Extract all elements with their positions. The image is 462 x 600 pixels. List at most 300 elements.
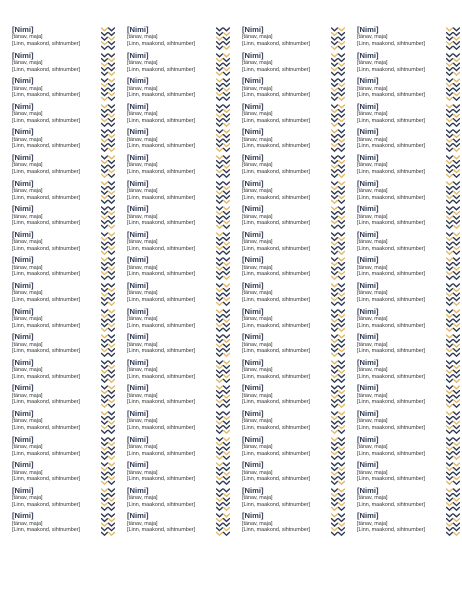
recipient-name[interactable]: [Nimi] [242,205,264,214]
street-address[interactable]: [tänav, maja] [242,162,273,169]
street-address[interactable]: [tänav, maja] [357,239,388,246]
recipient-name[interactable]: [Nimi] [12,461,34,470]
address-label[interactable] [357,512,460,537]
city-county-zip[interactable]: [Linn, maakond, sihtnumber] [127,450,196,457]
address-label[interactable] [12,128,115,153]
address-label[interactable] [12,180,115,205]
address-label[interactable] [357,180,460,205]
city-county-zip[interactable]: [Linn, maakond, sihtnumber] [242,501,311,508]
recipient-name[interactable]: [Nimi] [357,461,379,470]
street-address[interactable]: [tänav, maja] [242,85,273,92]
recipient-name[interactable]: [Nimi] [357,77,379,86]
city-county-zip[interactable]: [Linn, maakond, sihtnumber] [12,169,81,175]
street-address[interactable]: [tänav, maja] [242,316,273,322]
recipient-name[interactable]: [Nimi] [242,333,264,342]
recipient-name[interactable]: [Nimi] [357,435,379,444]
address-label[interactable] [127,333,230,358]
recipient-name[interactable]: [Nimi] [127,358,149,367]
street-address[interactable]: [tänav, maja] [127,213,158,220]
street-address[interactable]: [tänav, maja] [357,213,388,220]
address-label[interactable] [127,26,230,51]
recipient-name[interactable]: [Nimi] [357,154,379,162]
recipient-name[interactable]: [Nimi] [12,179,34,188]
city-county-zip[interactable]: [Linn, maakond, sihtnumber] [12,117,81,124]
city-county-zip[interactable]: [Linn, maakond, sihtnumber] [12,476,81,483]
recipient-name[interactable]: [Nimi] [12,358,34,367]
street-address[interactable]: [tänav, maja] [242,60,273,66]
address-label[interactable] [12,231,115,256]
address-label[interactable] [127,205,230,230]
address-label[interactable] [12,282,115,307]
address-label[interactable] [242,308,345,333]
street-address[interactable]: [tänav, maja] [242,392,273,399]
street-address[interactable]: [tänav, maja] [12,290,43,297]
city-county-zip[interactable]: [Linn, maakond, sihtnumber] [127,399,196,406]
recipient-name[interactable]: [Nimi] [12,486,34,495]
street-address[interactable]: [tänav, maja] [242,469,273,476]
street-address[interactable]: [tänav, maja] [242,520,273,527]
recipient-name[interactable]: [Nimi] [127,461,149,470]
street-address[interactable]: [tänav, maja] [12,162,43,169]
recipient-name[interactable]: [Nimi] [12,384,34,393]
address-label[interactable] [12,384,115,409]
address-label[interactable] [357,256,460,281]
recipient-name[interactable]: [Nimi] [242,461,264,470]
street-address[interactable]: [tänav, maja] [127,111,158,118]
recipient-name[interactable]: [Nimi] [127,128,149,137]
recipient-name[interactable]: [Nimi] [357,307,379,316]
city-county-zip[interactable]: [Linn, maakond, sihtnumber] [127,41,196,47]
address-label[interactable] [12,461,115,486]
street-address[interactable]: [tänav, maja] [242,213,273,220]
address-label[interactable] [127,231,230,256]
street-address[interactable]: [tänav, maja] [127,188,158,194]
street-address[interactable]: [tänav, maja] [357,418,388,425]
recipient-name[interactable]: [Nimi] [357,230,379,239]
address-label[interactable] [242,77,345,102]
city-county-zip[interactable]: [Linn, maakond, sihtnumber] [357,322,426,329]
street-address[interactable]: [tänav, maja] [127,341,158,348]
address-label[interactable] [12,154,115,179]
street-address[interactable]: [tänav, maja] [127,418,158,425]
recipient-name[interactable]: [Nimi] [12,512,34,521]
address-label[interactable] [357,436,460,461]
recipient-name[interactable]: [Nimi] [242,256,264,265]
address-label[interactable] [127,512,230,537]
city-county-zip[interactable]: [Linn, maakond, sihtnumber] [127,373,196,380]
street-address[interactable]: [tänav, maja] [12,111,43,118]
recipient-name[interactable]: [Nimi] [242,179,264,188]
city-county-zip[interactable]: [Linn, maakond, sihtnumber] [12,322,81,329]
street-address[interactable]: [tänav, maja] [127,392,158,399]
street-address[interactable]: [tänav, maja] [357,392,388,399]
recipient-name[interactable]: [Nimi] [357,102,379,111]
address-label[interactable] [242,359,345,384]
address-label[interactable] [357,461,460,486]
address-label[interactable] [242,282,345,307]
city-county-zip[interactable]: [Linn, maakond, sihtnumber] [242,220,311,227]
recipient-name[interactable]: [Nimi] [242,51,264,60]
city-county-zip[interactable]: [Linn, maakond, sihtnumber] [242,169,311,175]
address-label[interactable] [12,103,115,128]
recipient-name[interactable]: [Nimi] [12,307,34,316]
address-label[interactable] [357,52,460,77]
recipient-name[interactable]: [Nimi] [357,358,379,367]
city-county-zip[interactable]: [Linn, maakond, sihtnumber] [357,271,426,278]
address-label[interactable] [242,410,345,435]
city-county-zip[interactable]: [Linn, maakond, sihtnumber] [12,245,81,252]
city-county-zip[interactable]: [Linn, maakond, sihtnumber] [12,501,81,508]
city-county-zip[interactable]: [Linn, maakond, sihtnumber] [357,66,426,73]
city-county-zip[interactable]: [Linn, maakond, sihtnumber] [12,271,81,278]
city-county-zip[interactable]: [Linn, maakond, sihtnumber] [242,41,311,47]
recipient-name[interactable]: [Nimi] [127,51,149,60]
city-county-zip[interactable]: [Linn, maakond, sihtnumber] [242,245,311,252]
address-label[interactable] [12,77,115,102]
recipient-name[interactable]: [Nimi] [127,307,149,316]
city-county-zip[interactable]: [Linn, maakond, sihtnumber] [357,41,426,47]
street-address[interactable]: [tänav, maja] [12,392,43,399]
city-county-zip[interactable]: [Linn, maakond, sihtnumber] [12,527,81,534]
city-county-zip[interactable]: [Linn, maakond, sihtnumber] [357,92,426,99]
recipient-name[interactable]: [Nimi] [12,205,34,214]
street-address[interactable]: [tänav, maja] [12,367,43,374]
recipient-name[interactable]: [Nimi] [12,26,34,34]
street-address[interactable]: [tänav, maja] [242,444,273,450]
street-address[interactable]: [tänav, maja] [357,60,388,66]
address-label[interactable] [127,461,230,486]
city-county-zip[interactable]: [Linn, maakond, sihtnumber] [242,399,311,406]
recipient-name[interactable]: [Nimi] [127,486,149,495]
recipient-name[interactable]: [Nimi] [242,512,264,521]
city-county-zip[interactable]: [Linn, maakond, sihtnumber] [242,194,311,201]
recipient-name[interactable]: [Nimi] [12,230,34,239]
address-label[interactable] [242,26,345,51]
address-label[interactable] [127,52,230,77]
address-label[interactable] [127,180,230,205]
address-label[interactable] [12,205,115,230]
recipient-name[interactable]: [Nimi] [127,154,149,162]
street-address[interactable]: [tänav, maja] [127,34,158,41]
street-address[interactable]: [tänav, maja] [12,34,43,41]
address-label[interactable] [242,231,345,256]
street-address[interactable]: [tänav, maja] [242,136,273,143]
city-county-zip[interactable]: [Linn, maakond, sihtnumber] [127,348,196,355]
address-label[interactable] [12,436,115,461]
address-label[interactable] [357,410,460,435]
recipient-name[interactable]: [Nimi] [242,230,264,239]
street-address[interactable]: [tänav, maja] [242,34,273,41]
street-address[interactable]: [tänav, maja] [12,469,43,476]
recipient-name[interactable]: [Nimi] [12,333,34,342]
address-label[interactable] [357,308,460,333]
city-county-zip[interactable]: [Linn, maakond, sihtnumber] [12,41,81,47]
city-county-zip[interactable]: [Linn, maakond, sihtnumber] [357,527,426,534]
address-label[interactable] [357,205,460,230]
recipient-name[interactable]: [Nimi] [242,307,264,316]
recipient-name[interactable]: [Nimi] [12,51,34,60]
recipient-name[interactable]: [Nimi] [12,102,34,111]
city-county-zip[interactable]: [Linn, maakond, sihtnumber] [127,322,196,329]
city-county-zip[interactable]: [Linn, maakond, sihtnumber] [127,476,196,483]
street-address[interactable]: [tänav, maja] [242,495,273,502]
street-address[interactable]: [tänav, maja] [357,111,388,118]
city-county-zip[interactable]: [Linn, maakond, sihtnumber] [242,117,311,124]
city-county-zip[interactable]: [Linn, maakond, sihtnumber] [127,117,196,124]
city-county-zip[interactable]: [Linn, maakond, sihtnumber] [357,220,426,227]
street-address[interactable]: [tänav, maja] [12,341,43,348]
city-county-zip[interactable]: [Linn, maakond, sihtnumber] [127,169,196,175]
street-address[interactable]: [tänav, maja] [357,85,388,92]
address-label[interactable] [242,103,345,128]
street-address[interactable]: [tänav, maja] [12,495,43,502]
street-address[interactable]: [tänav, maja] [12,444,43,450]
street-address[interactable]: [tänav, maja] [357,34,388,41]
recipient-name[interactable]: [Nimi] [242,77,264,86]
city-county-zip[interactable]: [Linn, maakond, sihtnumber] [242,143,311,150]
recipient-name[interactable]: [Nimi] [242,384,264,393]
city-county-zip[interactable]: [Linn, maakond, sihtnumber] [242,527,311,534]
street-address[interactable]: [tänav, maja] [127,520,158,527]
recipient-name[interactable]: [Nimi] [127,230,149,239]
street-address[interactable]: [tänav, maja] [242,111,273,118]
street-address[interactable]: [tänav, maja] [12,188,43,194]
recipient-name[interactable]: [Nimi] [357,256,379,265]
address-label[interactable] [242,180,345,205]
address-label[interactable] [12,26,115,51]
city-county-zip[interactable]: [Linn, maakond, sihtnumber] [242,322,311,329]
recipient-name[interactable]: [Nimi] [242,154,264,162]
street-address[interactable]: [tänav, maja] [12,418,43,425]
address-label[interactable] [12,308,115,333]
recipient-name[interactable]: [Nimi] [12,410,34,418]
street-address[interactable]: [tänav, maja] [127,495,158,502]
address-label[interactable] [357,231,460,256]
street-address[interactable]: [tänav, maja] [127,85,158,92]
street-address[interactable]: [tänav, maja] [12,213,43,220]
recipient-name[interactable]: [Nimi] [127,512,149,521]
city-county-zip[interactable]: [Linn, maakond, sihtnumber] [242,450,311,457]
street-address[interactable]: [tänav, maja] [127,469,158,476]
recipient-name[interactable]: [Nimi] [357,26,379,34]
address-label[interactable] [127,128,230,153]
city-county-zip[interactable]: [Linn, maakond, sihtnumber] [357,373,426,380]
street-address[interactable]: [tänav, maja] [242,367,273,374]
street-address[interactable]: [tänav, maja] [242,341,273,348]
address-label[interactable] [12,410,115,435]
street-address[interactable]: [tänav, maja] [357,188,388,194]
street-address[interactable]: [tänav, maja] [127,290,158,297]
city-county-zip[interactable]: [Linn, maakond, sihtnumber] [357,245,426,252]
street-address[interactable]: [tänav, maja] [127,444,158,450]
city-county-zip[interactable]: [Linn, maakond, sihtnumber] [12,348,81,355]
city-county-zip[interactable]: [Linn, maakond, sihtnumber] [357,450,426,457]
address-label[interactable] [357,128,460,153]
city-county-zip[interactable]: [Linn, maakond, sihtnumber] [357,348,426,355]
address-label[interactable] [127,487,230,512]
recipient-name[interactable]: [Nimi] [357,179,379,188]
recipient-name[interactable]: [Nimi] [357,410,379,418]
city-county-zip[interactable]: [Linn, maakond, sihtnumber] [242,66,311,73]
address-label[interactable] [127,77,230,102]
address-label[interactable] [12,52,115,77]
recipient-name[interactable]: [Nimi] [127,26,149,34]
recipient-name[interactable]: [Nimi] [242,486,264,495]
address-label[interactable] [12,512,115,537]
city-county-zip[interactable]: [Linn, maakond, sihtnumber] [242,476,311,483]
address-label[interactable] [12,333,115,358]
recipient-name[interactable]: [Nimi] [242,282,264,290]
street-address[interactable]: [tänav, maja] [357,316,388,322]
address-label[interactable] [357,282,460,307]
recipient-name[interactable]: [Nimi] [12,282,34,290]
street-address[interactable]: [tänav, maja] [127,136,158,143]
address-label[interactable] [12,487,115,512]
address-label[interactable] [242,128,345,153]
city-county-zip[interactable]: [Linn, maakond, sihtnumber] [12,143,81,150]
city-county-zip[interactable]: [Linn, maakond, sihtnumber] [357,117,426,124]
recipient-name[interactable]: [Nimi] [12,77,34,86]
address-label[interactable] [127,410,230,435]
street-address[interactable]: [tänav, maja] [12,239,43,246]
street-address[interactable]: [tänav, maja] [357,495,388,502]
address-label[interactable] [242,154,345,179]
street-address[interactable]: [tänav, maja] [12,60,43,66]
recipient-name[interactable]: [Nimi] [242,26,264,34]
street-address[interactable]: [tänav, maja] [357,290,388,297]
address-label[interactable] [357,384,460,409]
street-address[interactable]: [tänav, maja] [242,188,273,194]
street-address[interactable]: [tänav, maja] [357,341,388,348]
address-label[interactable] [127,359,230,384]
city-county-zip[interactable]: [Linn, maakond, sihtnumber] [357,476,426,483]
street-address[interactable]: [tänav, maja] [357,264,388,271]
address-label[interactable] [127,256,230,281]
street-address[interactable]: [tänav, maja] [127,316,158,322]
street-address[interactable]: [tänav, maja] [357,367,388,374]
city-county-zip[interactable]: [Linn, maakond, sihtnumber] [12,425,81,431]
city-county-zip[interactable]: [Linn, maakond, sihtnumber] [12,297,81,303]
recipient-name[interactable]: [Nimi] [357,333,379,342]
city-county-zip[interactable]: [Linn, maakond, sihtnumber] [127,501,196,508]
city-county-zip[interactable]: [Linn, maakond, sihtnumber] [242,271,311,278]
city-county-zip[interactable]: [Linn, maakond, sihtnumber] [12,66,81,73]
city-county-zip[interactable]: [Linn, maakond, sihtnumber] [357,143,426,150]
street-address[interactable]: [tänav, maja] [357,469,388,476]
recipient-name[interactable]: [Nimi] [127,179,149,188]
city-county-zip[interactable]: [Linn, maakond, sihtnumber] [242,92,311,99]
address-label[interactable] [127,154,230,179]
city-county-zip[interactable]: [Linn, maakond, sihtnumber] [357,501,426,508]
city-county-zip[interactable]: [Linn, maakond, sihtnumber] [127,194,196,201]
street-address[interactable]: [tänav, maja] [12,85,43,92]
address-label[interactable] [242,512,345,537]
street-address[interactable]: [tänav, maja] [127,162,158,169]
street-address[interactable]: [tänav, maja] [127,264,158,271]
recipient-name[interactable]: [Nimi] [127,282,149,290]
city-county-zip[interactable]: [Linn, maakond, sihtnumber] [242,348,311,355]
address-label[interactable] [242,205,345,230]
city-county-zip[interactable]: [Linn, maakond, sihtnumber] [127,245,196,252]
city-county-zip[interactable]: [Linn, maakond, sihtnumber] [127,92,196,99]
city-county-zip[interactable]: [Linn, maakond, sihtnumber] [12,450,81,457]
city-county-zip[interactable]: [Linn, maakond, sihtnumber] [12,194,81,201]
street-address[interactable]: [tänav, maja] [12,136,43,143]
recipient-name[interactable]: [Nimi] [12,256,34,265]
street-address[interactable]: [tänav, maja] [357,136,388,143]
city-county-zip[interactable]: [Linn, maakond, sihtnumber] [12,373,81,380]
recipient-name[interactable]: [Nimi] [127,205,149,214]
recipient-name[interactable]: [Nimi] [242,358,264,367]
address-label[interactable] [242,384,345,409]
recipient-name[interactable]: [Nimi] [127,77,149,86]
city-county-zip[interactable]: [Linn, maakond, sihtnumber] [357,169,426,175]
city-county-zip[interactable]: [Linn, maakond, sihtnumber] [357,425,426,431]
address-label[interactable] [357,26,460,51]
address-label[interactable] [357,77,460,102]
city-county-zip[interactable]: [Linn, maakond, sihtnumber] [127,271,196,278]
recipient-name[interactable]: [Nimi] [357,51,379,60]
city-county-zip[interactable]: [Linn, maakond, sihtnumber] [127,220,196,227]
address-label[interactable] [357,333,460,358]
city-county-zip[interactable]: [Linn, maakond, sihtnumber] [357,399,426,406]
address-label[interactable] [242,333,345,358]
city-county-zip[interactable]: [Linn, maakond, sihtnumber] [127,297,196,303]
street-address[interactable]: [tänav, maja] [357,162,388,169]
recipient-name[interactable]: [Nimi] [242,128,264,137]
city-county-zip[interactable]: [Linn, maakond, sihtnumber] [357,194,426,201]
address-label[interactable] [242,256,345,281]
street-address[interactable]: [tänav, maja] [242,239,273,246]
recipient-name[interactable]: [Nimi] [127,256,149,265]
city-county-zip[interactable]: [Linn, maakond, sihtnumber] [127,425,196,431]
street-address[interactable]: [tänav, maja] [12,316,43,322]
street-address[interactable]: [tänav, maja] [242,418,273,425]
address-label[interactable] [242,52,345,77]
street-address[interactable]: [tänav, maja] [12,520,43,527]
address-label[interactable] [127,308,230,333]
recipient-name[interactable]: [Nimi] [242,435,264,444]
address-label[interactable] [127,282,230,307]
recipient-name[interactable]: [Nimi] [12,154,34,162]
city-county-zip[interactable]: [Linn, maakond, sihtnumber] [12,220,81,227]
city-county-zip[interactable]: [Linn, maakond, sihtnumber] [242,297,311,303]
address-label[interactable] [242,487,345,512]
address-label[interactable] [127,436,230,461]
address-label[interactable] [357,487,460,512]
address-label[interactable] [12,359,115,384]
recipient-name[interactable]: [Nimi] [357,282,379,290]
city-county-zip[interactable]: [Linn, maakond, sihtnumber] [12,92,81,99]
recipient-name[interactable]: [Nimi] [127,435,149,444]
recipient-name[interactable]: [Nimi] [242,410,264,418]
city-county-zip[interactable]: [Linn, maakond, sihtnumber] [127,527,196,534]
address-label[interactable] [127,103,230,128]
recipient-name[interactable]: [Nimi] [357,384,379,393]
street-address[interactable]: [tänav, maja] [127,60,158,66]
street-address[interactable]: [tänav, maja] [127,239,158,246]
city-county-zip[interactable]: [Linn, maakond, sihtnumber] [127,66,196,73]
city-county-zip[interactable]: [Linn, maakond, sihtnumber] [127,143,196,150]
address-label[interactable] [357,154,460,179]
street-address[interactable]: [tänav, maja] [242,264,273,271]
city-county-zip[interactable]: [Linn, maakond, sihtnumber] [242,373,311,380]
recipient-name[interactable]: [Nimi] [127,384,149,393]
address-label[interactable] [12,256,115,281]
street-address[interactable]: [tänav, maja] [12,264,43,271]
recipient-name[interactable]: [Nimi] [12,435,34,444]
street-address[interactable]: [tänav, maja] [357,520,388,527]
